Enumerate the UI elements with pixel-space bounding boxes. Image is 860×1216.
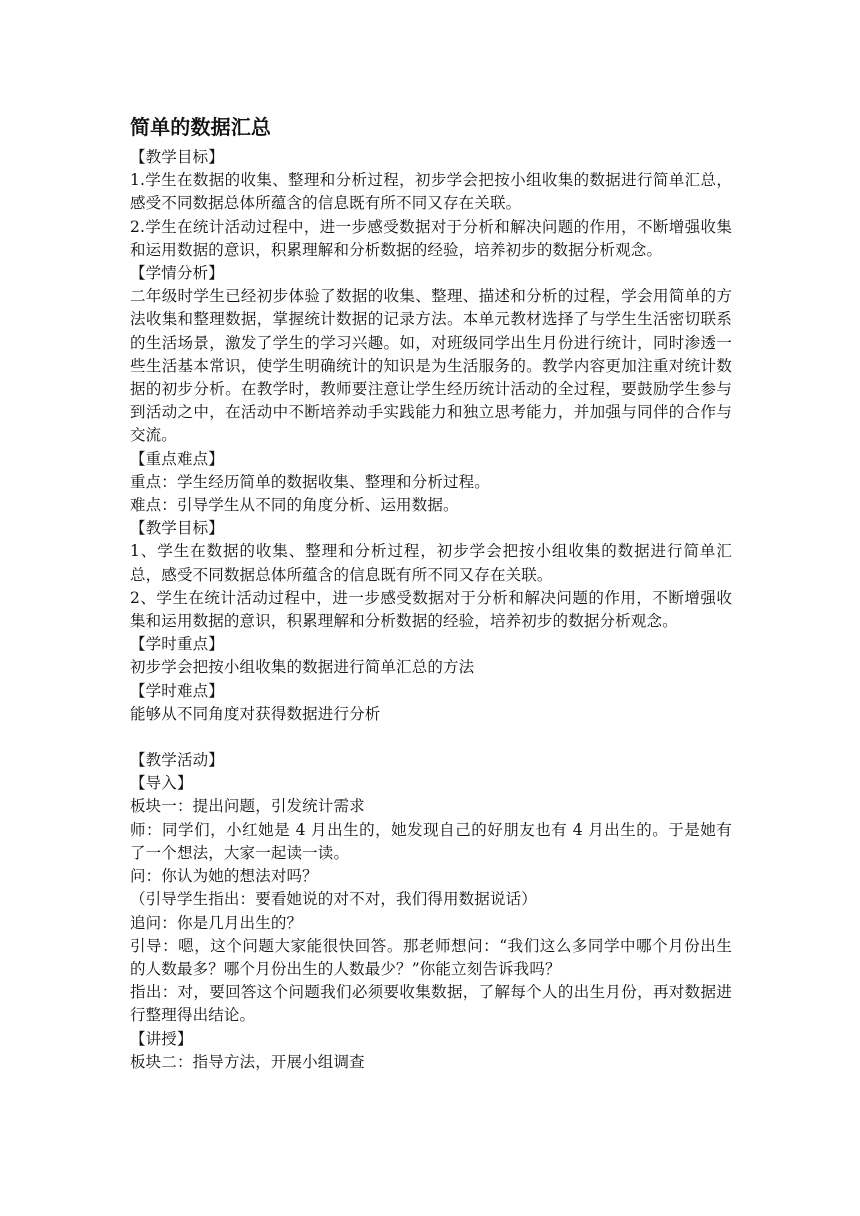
paragraph: 难点：引导学生从不同的角度分析、运用数据。 [130,496,459,515]
section-heading: 【学情分析】 [130,264,224,283]
paragraph: 追问：你是几月出生的？ [130,913,303,932]
document-body [130,146,732,1074]
section-heading: 【学时重点】 [130,635,224,654]
document-page [130,112,732,1074]
paragraph: 板块一：提出问题，引发统计需求 [130,797,365,816]
paragraph: 师：同学们，小红她是 4 月出生的，她发现自己的好朋友也有 4 月出生的。于是她有了一个想法，大家一起读一读。 [130,820,732,862]
section-heading: 【讲授】 [130,1029,193,1048]
section-heading: 【教学活动】 [130,751,224,770]
paragraph: 能够从不同角度对获得数据进行分析 [130,704,381,723]
section-heading: 【教学目标】 [130,519,224,538]
section-heading: 【教学目标】 [130,148,224,166]
paragraph: 初步学会把按小组收集的数据进行简单汇总的方法 [130,658,475,677]
section-heading: 【学时难点】 [130,681,224,700]
blank-line [130,726,732,749]
section-heading: 【重点难点】 [130,449,224,468]
paragraph: 1、学生在数据的收集、整理和分析过程，初步学会把按小组收集的数据进行简单汇总，感受不同数据总体所蕴含的信息既有所不同又存在关联。 [130,542,732,584]
paragraph: 重点：学生经历简单的数据收集、整理和分析过程。 [130,472,490,491]
document-title: 简单的数据汇总 [130,115,272,139]
paragraph: 板块二：指导方法，开展小组调查 [130,1052,365,1071]
paragraph: 引导：嗯，这个问题大家能很快回答。那老师想问：“我们这么多同学中哪个月份出生的人数最多？哪个月份出生的人数最少？”你能立刻告诉我吗？ [130,936,732,978]
paragraph: 2、学生在统计活动过程中，进一步感受数据对于分析和解决问题的作用，不断增强收集和运用数据的意识，积累理解和分析数据的经验，培养初步的数据分析观念。 [130,588,732,631]
paragraph: 指出：对，要回答这个问题我们必须要收集数据，了解每个人的出生月份，再对数据进行整理得出结论。 [130,983,732,1025]
paragraph: （引导学生指出：要看她说的对不对，我们得用数据说话） [130,890,537,909]
section-heading: 【导入】 [130,774,193,793]
paragraph: 1.学生在数据的收集、整理和分析过程，初步学会把按小组收集的数据进行简单汇总，感受不同数据总体所蕴含的信息既有所不同又存在关联。 [130,171,732,213]
paragraph: 问：你认为她的想法对吗？ [130,867,318,886]
paragraph: 二年级时学生已经初步体验了数据的收集、整理、描述和分析的过程，学会用简单的方法收集和整理数据，掌握统计数据的记录方法。本单元教材选择了与学生生活密切联系的生活场景，激发了学生的学习兴趣。如，对班级同学出生月份进行统计，同时渗透一些生活基本常识，使学生明确统计的知识是为生活服务的。教学内容更加注重对统计数据的初步分析。在教学时，教师要注意让学生经历统计活动的全过程，要鼓励学生参与到活动之中，在活动中不断培养动手实践能力和独立思考能力，并加强与同伴的合作与交流。 [130,287,732,445]
paragraph: 2.学生在统计活动过程中，进一步感受数据对于分析和解决问题的作用，不断增强收集和运用数据的意识，积累理解和分析数据的经验，培养初步的数据分析观念。 [130,217,732,259]
